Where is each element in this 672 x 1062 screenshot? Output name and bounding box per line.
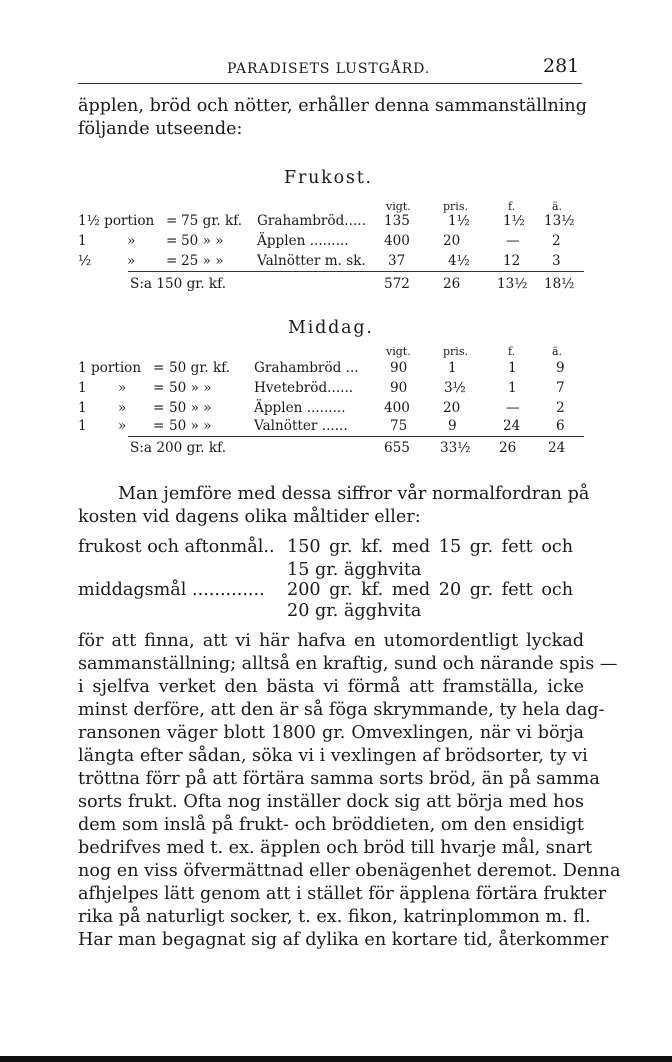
- breakfast-row-3-ditto: »: [127, 253, 136, 269]
- breakfast-row-2-vigt: 400: [384, 233, 410, 249]
- intro-line-2: följande utseende:: [78, 119, 243, 139]
- breakfast-row-3-f: 12: [503, 253, 521, 269]
- dinner-row-4-eq: =: [153, 418, 165, 434]
- dinner-row-3-portion: 1: [78, 400, 87, 416]
- dinner-total-vigt: 655: [384, 440, 410, 456]
- breakfast-col-vigt: vigt.: [386, 200, 411, 213]
- breakfast-row-3-amount: 25 » »: [181, 253, 224, 269]
- breakfast-total-f: 13½: [497, 276, 528, 292]
- breakfast-row-3-eq: =: [166, 253, 178, 269]
- breakfast-row-1-a: 13½: [544, 213, 575, 229]
- dinner-total-rule: [128, 436, 584, 437]
- breakfast-row-3-vigt: 37: [388, 253, 406, 269]
- breakfast-row-3-a: 3: [552, 253, 561, 269]
- breakfast-row-2-portion: 1: [78, 233, 87, 249]
- dinner-row-3-pris: 20: [443, 400, 461, 416]
- dinner-row-2-portion: 1: [78, 380, 87, 396]
- dinner-row-3-food: Äpplen .........: [254, 400, 346, 416]
- dinner-row-3-amount: 50 » »: [169, 400, 212, 416]
- dinner-row-2-food: Hvetebröd......: [254, 380, 354, 396]
- comparison-line-2: kosten vid dagens olika måltider eller:: [78, 507, 421, 527]
- dinner-row-4-f: 24: [503, 418, 521, 434]
- body-line-2: sammanställning; alltså en kraftig, sund och närande spis —: [78, 654, 618, 674]
- breakfast-title: Frukost.: [284, 168, 373, 188]
- breakfast-col-a: ä.: [552, 200, 563, 213]
- breakfast-col-f: f.: [508, 200, 516, 213]
- breakfast-row-2-a: 2: [552, 233, 561, 249]
- breakfast-row-2-ditto: »: [127, 233, 136, 249]
- dinner-col-pris: pris.: [443, 345, 468, 358]
- dinner-row-2-vigt: 90: [390, 380, 408, 396]
- dinner-row-3-f: —: [506, 400, 520, 416]
- breakfast-row-2-eq: =: [166, 233, 178, 249]
- body-line-10: bedrifves med t. ex. äpplen och bröd till hvarje mål, snart: [78, 838, 593, 858]
- body-line-12: afhjelpes lätt genom att i stället för äpplena förtära frukter: [78, 884, 607, 904]
- dinner-row-3-eq: =: [153, 400, 165, 416]
- comparison-line-1: Man jemföre med dessa siffror vår normalfordran på: [118, 484, 590, 504]
- breakfast-row-3-pris: 4½: [448, 253, 470, 269]
- header-rule: [78, 83, 582, 84]
- body-line-6: längta efter sådan, söka vi i vexlingen af brödsorter, ty vi: [78, 746, 588, 766]
- dinner-row-4-a: 6: [556, 418, 565, 434]
- dinner-row-1-pris: 1: [448, 360, 457, 376]
- breakfast-row-2-amount: 50 » »: [181, 233, 224, 249]
- dinner-row-3-ditto: »: [118, 400, 127, 416]
- breakfast-row-1-pris: 1½: [448, 213, 470, 229]
- dinner-row-4-food: Valnötter ......: [254, 418, 348, 434]
- body-line-3: i sjelfva verket den bästa vi förmå att framställa, icke: [78, 677, 584, 697]
- body-line-1: för att finna, att vi här hafva en utomordentligt lyckad: [78, 631, 584, 651]
- requirement-1-meal: frukost och aftonmål..: [78, 537, 275, 557]
- dinner-row-4-portion: 1: [78, 418, 87, 434]
- breakfast-total-pris: 26: [443, 276, 461, 292]
- body-line-14: Har man begagnat sig af dylika en kortare tid, återkommer: [78, 930, 609, 950]
- breakfast-total-rule: [128, 271, 584, 272]
- breakfast-row-2-f: —: [506, 233, 520, 249]
- breakfast-row-1-f: 1½: [503, 213, 525, 229]
- dinner-row-1-food: Grahambröd ...: [254, 360, 359, 376]
- running-title: PARADISETS LUSTGÅRD.: [227, 61, 431, 77]
- dinner-row-4-pris: 9: [448, 418, 457, 434]
- intro-line-1: äpplen, bröd och nötter, erhåller denna sammanställning: [78, 96, 588, 116]
- breakfast-row-1-eq: =: [166, 213, 178, 229]
- body-line-4: minst derföre, att den är så föga skrymmande, ty hela dag-: [78, 700, 605, 720]
- dinner-total-a: 24: [548, 440, 566, 456]
- breakfast-row-1-amount: 75 gr. kf.: [181, 213, 243, 229]
- breakfast-row-1-vigt: 135: [384, 213, 410, 229]
- dinner-total-f: 26: [499, 440, 517, 456]
- body-line-5: ransonen väger blott 1800 gr. Omvexlingen, när vi börja: [78, 723, 584, 743]
- body-line-13: rika på naturligt socker, t. ex. fikon, katrinplommon m. fl.: [78, 907, 591, 927]
- dinner-row-3-vigt: 400: [384, 400, 410, 416]
- breakfast-total-vigt: 572: [384, 276, 410, 292]
- breakfast-total-label: S:a 150 gr. kf.: [130, 276, 227, 292]
- dinner-row-1-f: 1: [508, 360, 517, 376]
- body-line-9: dem som inslå på frukt- och bröddieten, om den ensidigt: [78, 815, 584, 835]
- dinner-row-1-eq: =: [153, 360, 165, 376]
- requirement-1-cont: 15 gr. ägghvita: [287, 560, 422, 580]
- breakfast-row-1-portion: 1½ portion: [78, 213, 155, 229]
- dinner-row-4-amount: 50 » »: [169, 418, 212, 434]
- dinner-col-f: f.: [508, 345, 516, 358]
- dinner-row-2-amount: 50 » »: [169, 380, 212, 396]
- dinner-row-2-pris: 3½: [444, 380, 466, 396]
- dinner-row-4-ditto: »: [118, 418, 127, 434]
- requirement-2-meal: middagsmål .............: [78, 580, 265, 600]
- breakfast-col-pris: pris.: [443, 200, 468, 213]
- requirement-2-value: 200 gr. kf. med 20 gr. fett och: [287, 580, 574, 600]
- dinner-row-4-vigt: 75: [390, 418, 408, 434]
- requirement-1-value: 150 gr. kf. med 15 gr. fett och: [287, 537, 574, 557]
- breakfast-row-1-food: Grahambröd.....: [257, 213, 366, 229]
- dinner-row-2-eq: =: [153, 380, 165, 396]
- breakfast-row-3-food: Valnötter m. sk.: [257, 253, 366, 269]
- breakfast-row-2-food: Äpplen .........: [257, 233, 349, 249]
- breakfast-row-2-pris: 20: [443, 233, 461, 249]
- dinner-row-2-a: 7: [556, 380, 565, 396]
- body-line-7: tröttna förr på att förtära samma sorts bröd, än på samma: [78, 769, 600, 789]
- dinner-row-1-portion: 1 portion: [78, 360, 142, 376]
- body-line-8: sorts frukt. Ofta nog inställer dock sig att börja med hos: [78, 792, 584, 812]
- dinner-col-vigt: vigt.: [386, 345, 411, 358]
- dinner-row-2-f: 1: [508, 380, 517, 396]
- breakfast-row-3-portion: ½: [78, 253, 92, 269]
- dinner-row-1-amount: 50 gr. kf.: [169, 360, 231, 376]
- page-number: 281: [543, 55, 580, 77]
- dinner-col-a: ä.: [552, 345, 563, 358]
- body-line-11: nog en viss öfvermättnad eller obenägenhet deremot. Denna: [78, 861, 621, 881]
- dinner-row-3-a: 2: [556, 400, 565, 416]
- breakfast-total-a: 18½: [544, 276, 575, 292]
- dinner-total-label: S:a 200 gr. kf.: [130, 440, 227, 456]
- scan-bottom-edge: [0, 1056, 672, 1062]
- dinner-title: Middag.: [288, 318, 374, 338]
- dinner-total-pris: 33½: [440, 440, 471, 456]
- dinner-row-2-ditto: »: [118, 380, 127, 396]
- requirement-2-cont: 20 gr. ägghvita: [287, 601, 422, 621]
- dinner-row-1-vigt: 90: [390, 360, 408, 376]
- dinner-row-1-a: 9: [556, 360, 565, 376]
